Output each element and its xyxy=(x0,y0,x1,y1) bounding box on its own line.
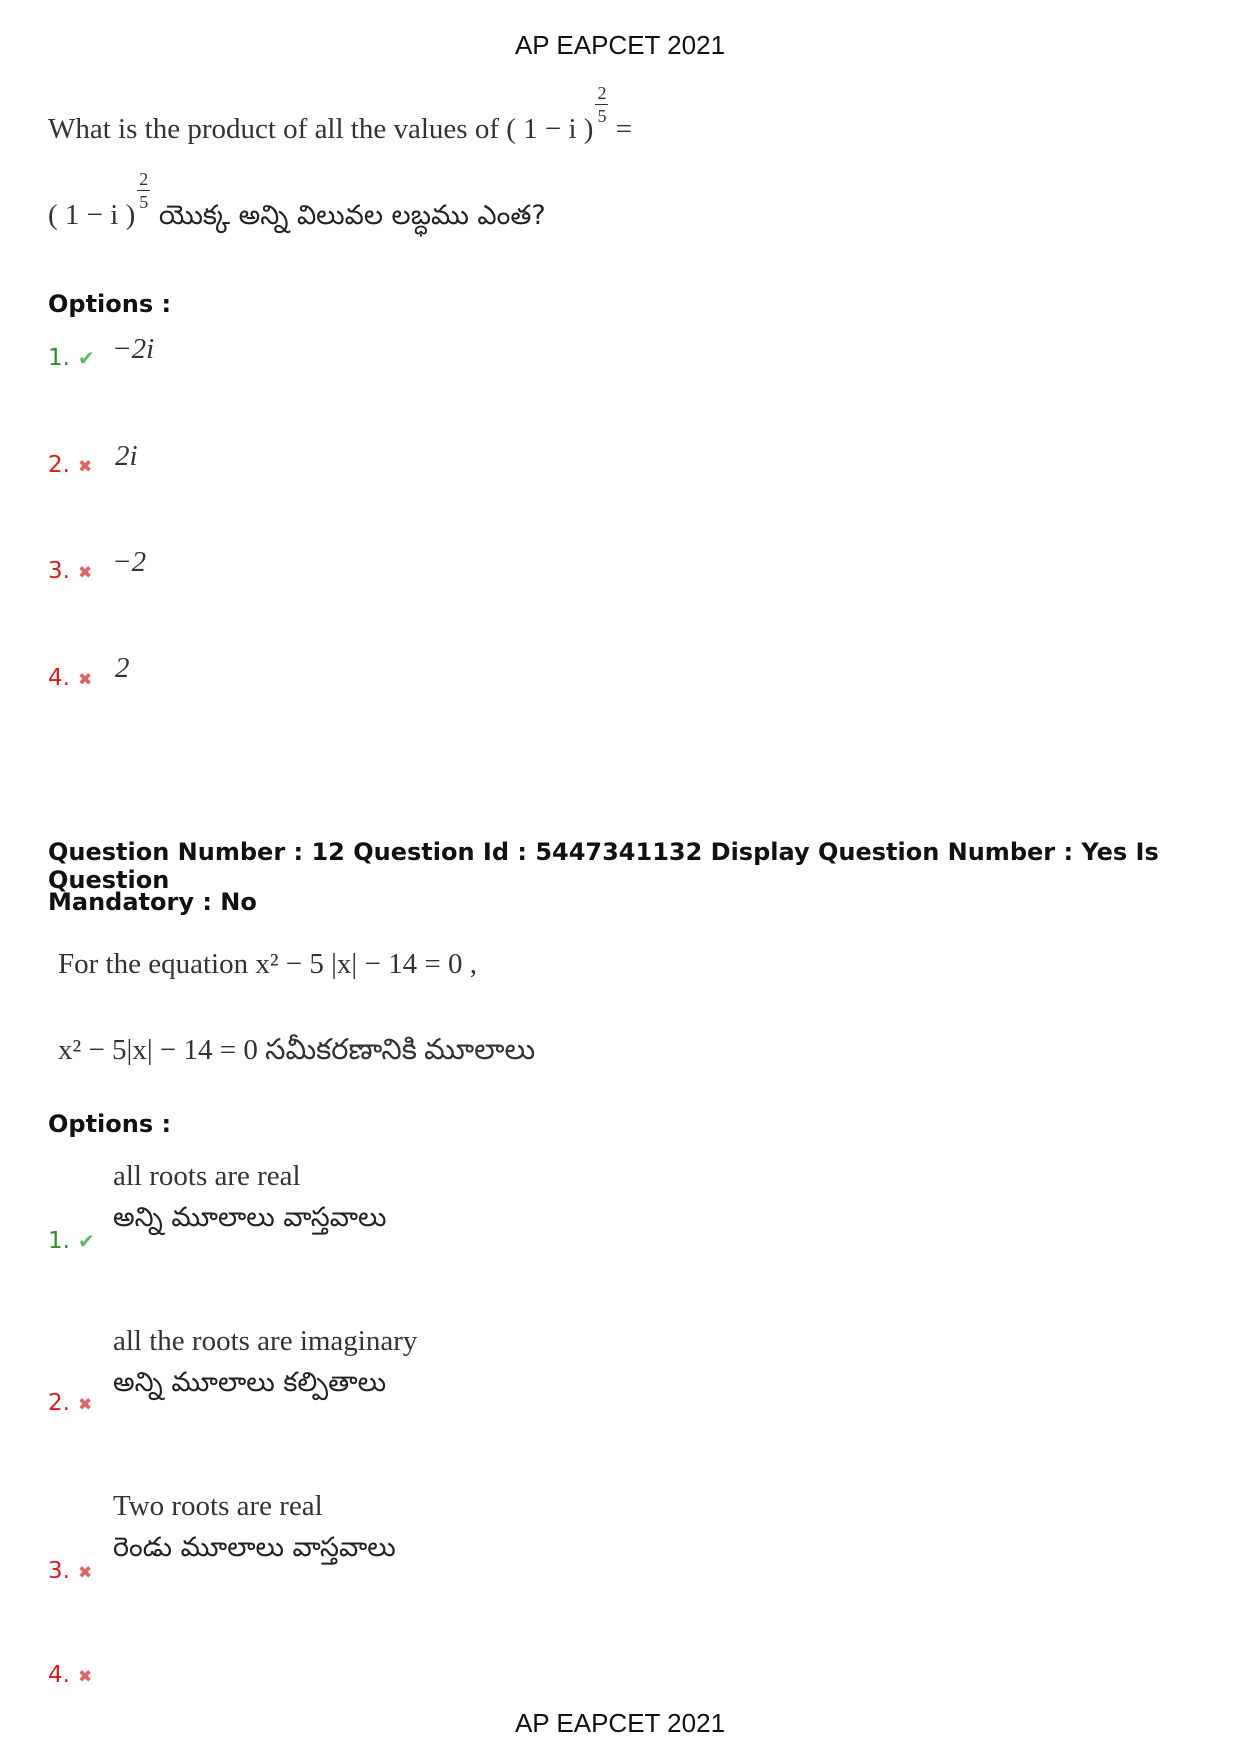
q12-option-2-en: all the roots are imaginary xyxy=(113,1325,418,1357)
q11-options-label: Options : xyxy=(48,290,172,318)
exponent-fraction: $\frac{2}{5}$ xyxy=(139,169,149,212)
cross-icon: ✖ xyxy=(77,563,93,583)
q11-text-en: What is the product of all the values of ( 1 − i ) $\frac{2}{5}$ = xyxy=(48,83,633,146)
q12-text-te: x² − 5|x| − 14 = 0 సమీకరణానికి మూలాలు xyxy=(58,1034,536,1066)
cross-icon: ✖ xyxy=(77,1563,93,1583)
q11-option-2-value: 2i xyxy=(115,440,138,472)
q12-option-2: 2. ✖ xyxy=(48,1390,93,1416)
page-header: AP EAPCET 2021 xyxy=(514,30,726,60)
check-icon: ✔ xyxy=(77,1229,95,1253)
q12-options-label: Options : xyxy=(48,1110,172,1138)
q12-option-2-te: అన్ని మూలాలు కల్పితాలు xyxy=(113,1367,387,1398)
page-footer: AP EAPCET 2021 xyxy=(514,1708,726,1738)
q12-option-3: 3. ✖ xyxy=(48,1558,93,1584)
q12-option-1-te: అన్ని మూలాలు వాస్తవాలు xyxy=(113,1202,387,1233)
q11-option-1-value: −2i xyxy=(112,333,155,365)
q11-option-4: 4. ✖ xyxy=(48,665,93,691)
cross-icon: ✖ xyxy=(77,670,93,690)
q12-text-en: For the equation x² − 5 |x| − 14 = 0 , xyxy=(58,948,477,980)
q12-option-3-te: రెండు మూలాలు వాస్తవాలు xyxy=(113,1532,396,1563)
q12-option-1: 1. ✔ xyxy=(48,1228,95,1254)
q11-option-3-value: −2 xyxy=(112,546,147,578)
q12-meta-line1: Question Number : 12 Question Id : 5447341132 Display Question Number : Yes Is Question xyxy=(48,838,1159,894)
exponent-fraction: $\frac{2}{5}$ xyxy=(597,83,607,126)
cross-icon: ✖ xyxy=(77,457,93,477)
q11-text-te: ( 1 − i ) $\frac{2}{5}$ యొక్క అన్ని విలువల లబ్ధము ఎంత? xyxy=(48,169,546,232)
q11-option-1: 1. ✔ xyxy=(48,345,95,371)
q11-option-3: 3. ✖ xyxy=(48,558,93,584)
check-icon: ✔ xyxy=(77,346,95,370)
cross-icon: ✖ xyxy=(77,1667,93,1687)
q12-option-3-en: Two roots are real xyxy=(113,1490,323,1522)
q11-option-4-value: 2 xyxy=(115,652,130,684)
q12-option-4: 4. ✖ xyxy=(48,1662,93,1688)
q11-option-2: 2. ✖ xyxy=(48,452,93,478)
cross-icon: ✖ xyxy=(77,1395,93,1415)
q12-option-1-en: all roots are real xyxy=(113,1160,301,1192)
q12-meta-line2: Mandatory : No xyxy=(48,888,257,916)
